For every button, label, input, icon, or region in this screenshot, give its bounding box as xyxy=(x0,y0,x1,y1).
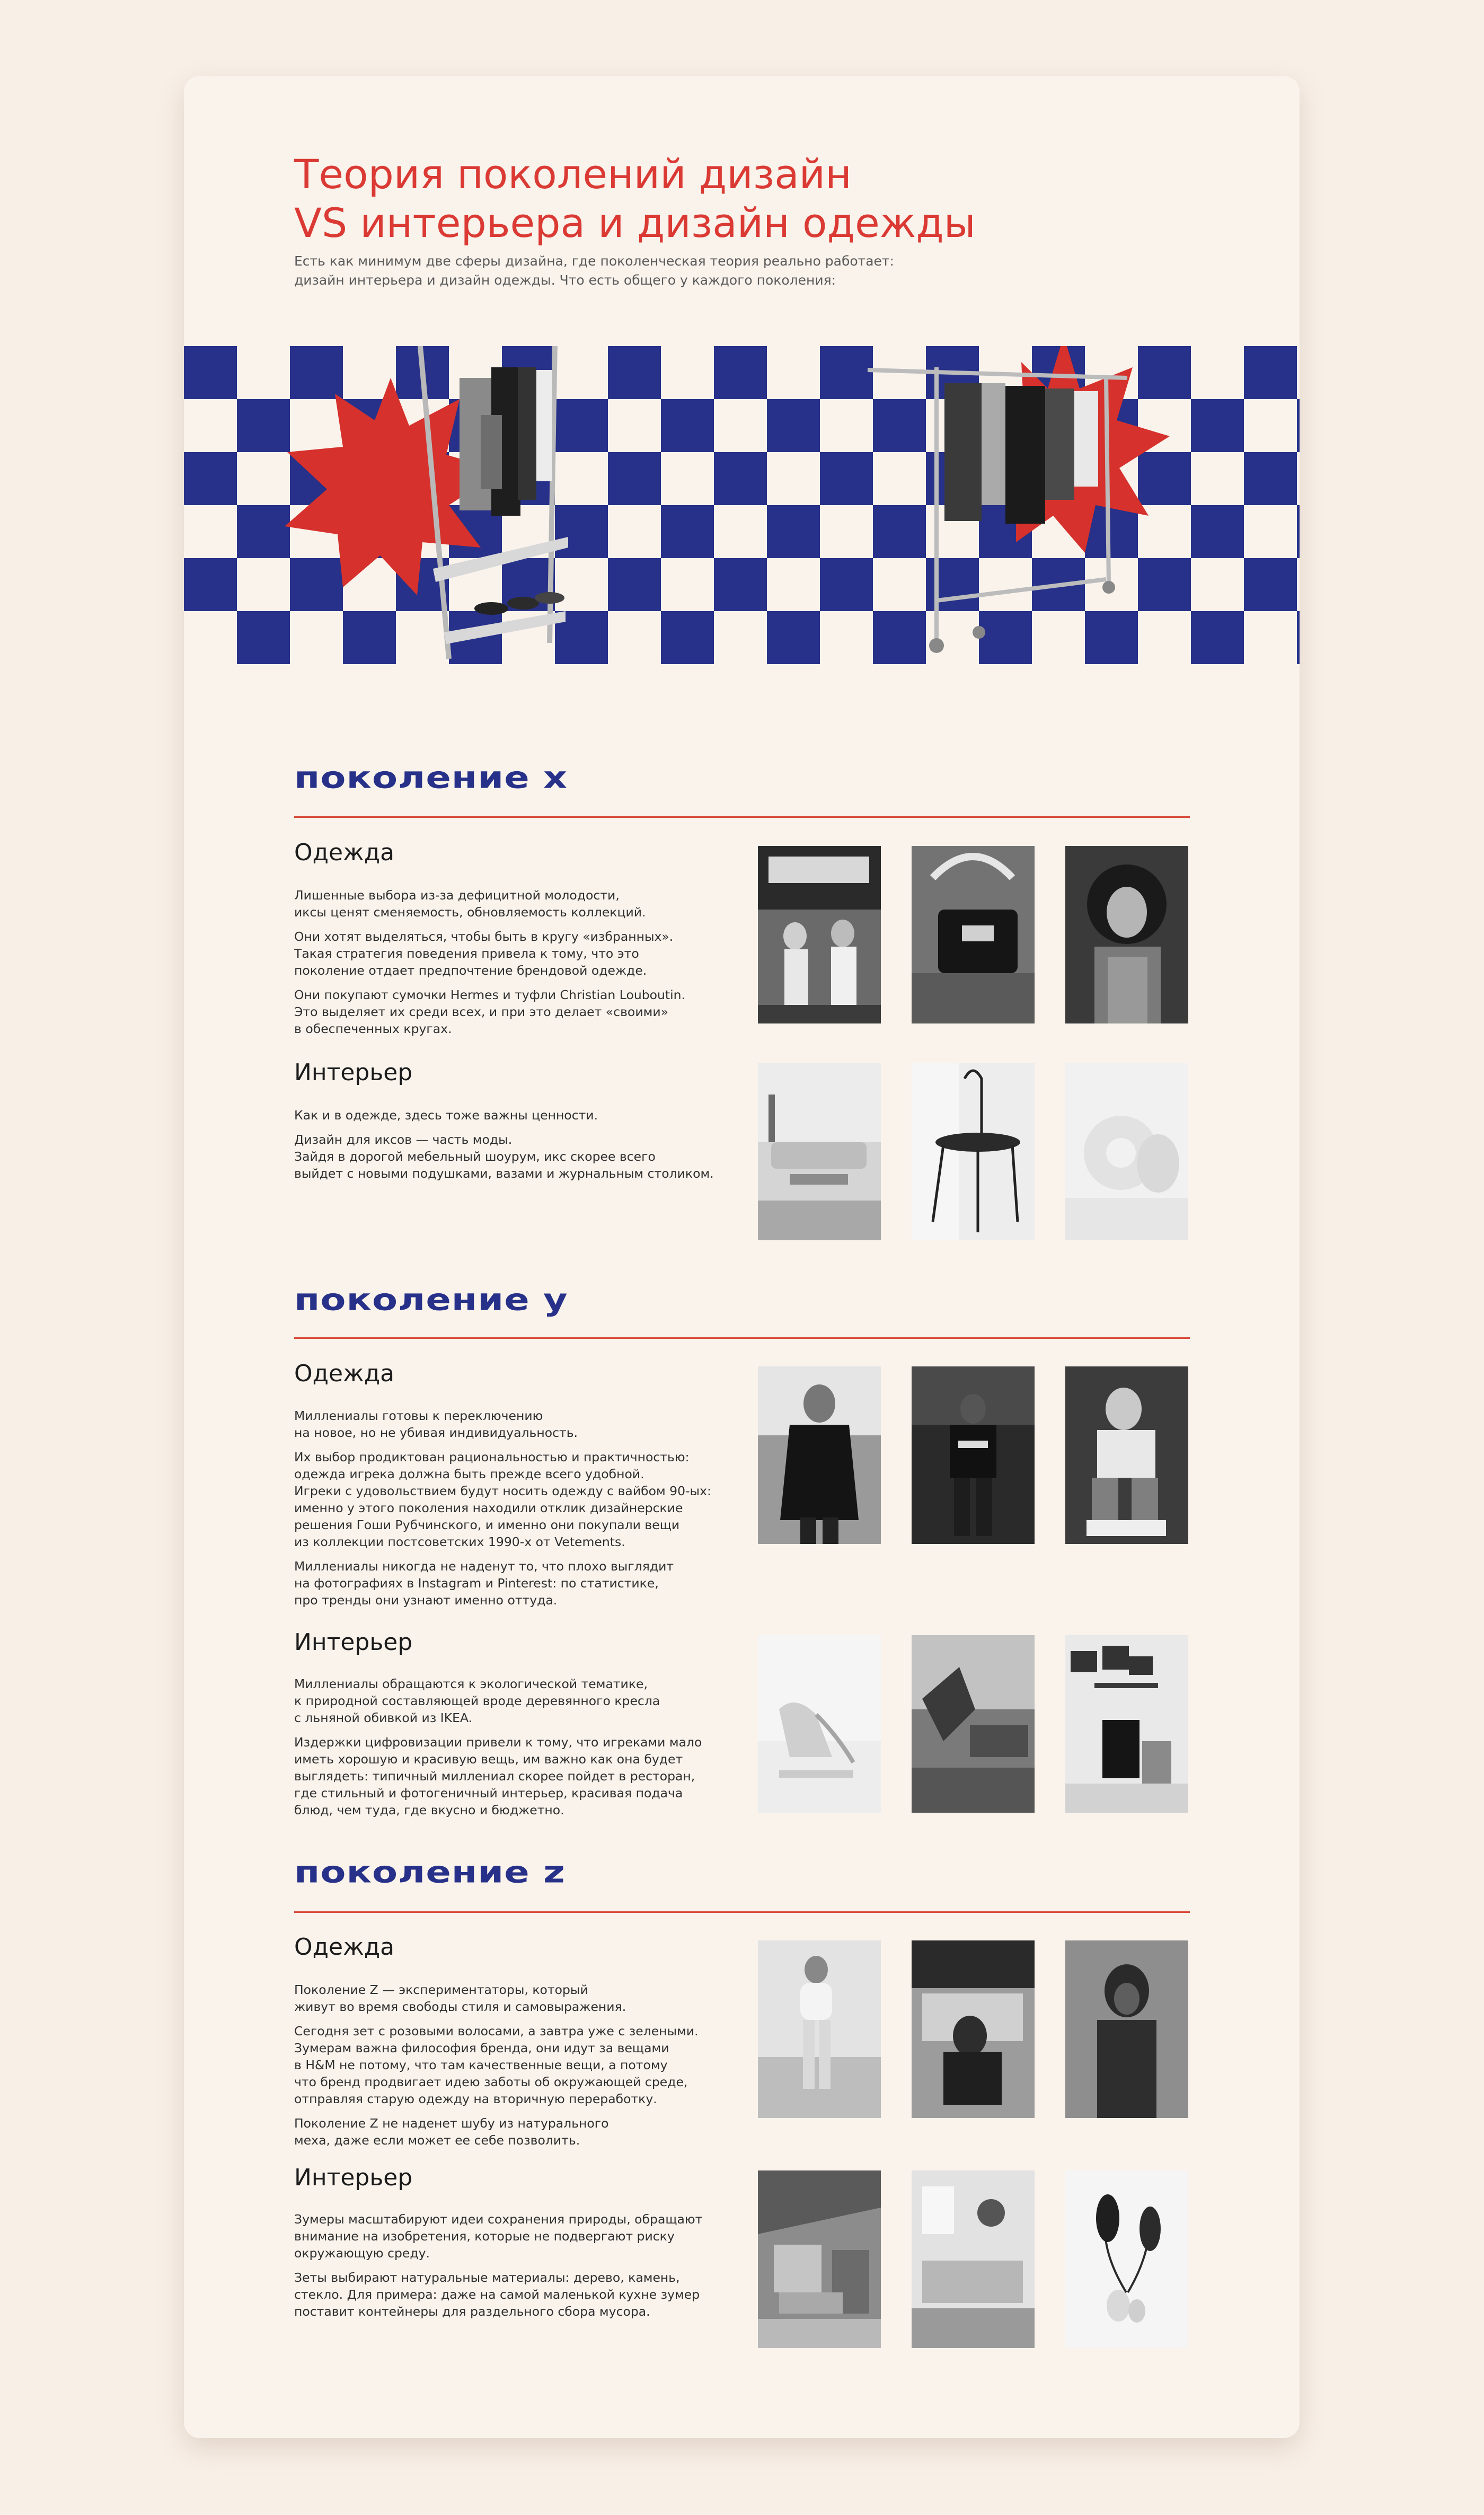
checker-square xyxy=(555,505,608,558)
checker-square xyxy=(237,611,290,664)
vases-photo-icon xyxy=(1065,1063,1188,1240)
paragraph: Поколение Z — экспериментаторы, который живут во время свободы стиля и самовыражения. xyxy=(294,1982,626,2014)
checker-square xyxy=(184,558,237,611)
checker-square xyxy=(926,558,979,611)
checker-square xyxy=(555,399,608,452)
checker-square xyxy=(608,452,661,505)
paragraph: Они хотят выделяться, чтобы быть в кругу «избранных». Такая стратегия поведения привела к тому, что это поколение отдает предпочтение брендовой одежде. xyxy=(294,929,674,978)
puffer-jacket-woman-photo-icon xyxy=(758,1940,881,2118)
checker-square xyxy=(343,611,396,664)
intro-text xyxy=(294,252,983,290)
checker-square xyxy=(1085,611,1138,664)
paragraph: Миллениалы готовы к переключению на новое, но не убивая индивидуальность. xyxy=(294,1408,578,1440)
paragraph: Их выбор продиктован рациональностью и практичностью: одежда игрека должна быть прежде всего удобной. Игреки с удовольствием будут носить одежду с вайбом 90-ых: именно у этого поколения находили отклик дизайнерские решения Гоши Рубчинского, и именно они покупали вещи из коллекции постсоветских 1990-х от Vetements. xyxy=(294,1450,711,1549)
checkerboard-banner xyxy=(184,346,1300,664)
checker-square xyxy=(873,505,926,558)
checker-square xyxy=(979,611,1032,664)
interior-text xyxy=(294,1675,761,1826)
intro-line-1: Есть как минимум две сферы дизайна, где поколенческая теория реально работает: xyxy=(294,253,894,269)
paragraph: Дизайн для иксов — часть моды. Зайдя в дорогой мебельный шоурум, икс скорее всего выйдет с новыми подушками, вазами и журнальным столиком. xyxy=(294,1132,714,1181)
checker-square xyxy=(767,399,820,452)
plant-vase-photo-icon xyxy=(1065,2170,1188,2348)
checker-square xyxy=(661,611,714,664)
checker-square xyxy=(1191,399,1244,452)
checker-square xyxy=(608,346,661,399)
checker-square xyxy=(237,399,290,452)
checker-square xyxy=(1138,346,1191,399)
interior-subheading: Интерьер xyxy=(294,1629,413,1656)
plant-room-photo-icon xyxy=(912,1635,1035,1813)
checker-square xyxy=(820,558,873,611)
paragraph: Миллениалы обращаются к экологической тематике, к природной составляющей вроде деревянного кресла с льняной обивкой из IKEA. xyxy=(294,1676,660,1725)
paragraph: Издержки цифровизации привели к тому, что игреками мало иметь хорошую и красивую вещь, им важно как она будет выглядеть: типичный миллениал скорее пойдет в ресторан, где стильный и фотогеничный интерьер, красивая подача блюд, чем туда, где вкусно и бюджетно. xyxy=(294,1735,702,1817)
checker-square xyxy=(1297,399,1300,452)
title-line-2: VS интерьера и дизайн одежды xyxy=(294,199,976,246)
clothes-text xyxy=(294,1407,761,1616)
checker-square xyxy=(767,505,820,558)
checker-square xyxy=(1138,558,1191,611)
street-women-photo-icon xyxy=(758,846,881,1023)
intro-line-2: дизайн интерьера и дизайн одежды. Что есть общего у каждого поколения: xyxy=(294,272,836,288)
checker-square xyxy=(1244,452,1297,505)
checker-square xyxy=(661,505,714,558)
checker-square xyxy=(714,558,767,611)
paragraph: Поколение Z не наденет шубу из натурального меха, даже если может ее себе позволить. xyxy=(294,2116,609,2148)
paragraph: Миллениалы никогда не наденут то, что плохо выглядит на фотографиях в Instagram и Pinterest: по статистике, про тренды они узнают именно оттуда. xyxy=(294,1559,674,1608)
checker-square xyxy=(608,558,661,611)
leather-jacket-man-photo-icon xyxy=(758,1366,881,1544)
checker-square xyxy=(290,346,343,399)
checker-square xyxy=(714,452,767,505)
checker-square xyxy=(873,399,926,452)
page-title xyxy=(294,150,1089,248)
interior-text xyxy=(294,2211,761,2327)
article-card xyxy=(184,76,1300,2438)
clothes-subheading: Одежда xyxy=(294,839,395,866)
checker-square xyxy=(1191,611,1244,664)
bright-room-photo-icon xyxy=(912,2170,1035,2348)
checker-square xyxy=(873,611,926,664)
armchair-photo-icon xyxy=(758,1635,881,1813)
checker-square xyxy=(1191,505,1244,558)
clothes-subheading: Одежда xyxy=(294,1360,395,1387)
checker-square xyxy=(1244,558,1297,611)
divider-line xyxy=(294,816,1190,818)
checker-square xyxy=(661,399,714,452)
paragraph: Лишенные выбора из-за дефицитной молодости, иксы ценят сменяемость, обновляемость коллекций. xyxy=(294,888,646,920)
clothes-subheading: Одежда xyxy=(294,1934,395,1961)
checker-square xyxy=(767,611,820,664)
clothes-text xyxy=(294,1981,761,2156)
interior-subheading: Интерьер xyxy=(294,1059,413,1086)
checker-square xyxy=(1297,505,1300,558)
checker-square xyxy=(714,346,767,399)
interior-text xyxy=(294,1107,761,1189)
checker-square xyxy=(1138,452,1191,505)
fireplace-photo-icon xyxy=(1065,1635,1188,1813)
hoodie-man-photo-icon xyxy=(912,1940,1035,2118)
handbag-photo-icon xyxy=(912,846,1035,1023)
runway-sweatshirt-photo-icon xyxy=(912,1366,1035,1544)
tattooed-woman-photo-icon xyxy=(1065,1366,1188,1544)
divider-line xyxy=(294,1911,1190,1913)
generation-z-heading: поколение z xyxy=(294,1854,566,1890)
side-table-photo-icon xyxy=(912,1063,1035,1240)
hooded-woman-photo-icon xyxy=(1065,1940,1188,2118)
divider-line xyxy=(294,1337,1190,1339)
paragraph: Зумеры масштабируют идеи сохранения природы, обращают внимание на изобретения, которые не подвергают риску окружающую среду. xyxy=(294,2212,703,2261)
paragraph: Сегодня зет с розовыми волосами, а завтра уже с зелеными. Зумерам важна философия бренда, они идут за вещами в H&M не потому, что там качественные вещи, а потому что бренд продвигает идею заботы об окружающей среде, отправляя старую одежду на вторичную переработку. xyxy=(294,2024,699,2106)
kitchen-photo-icon xyxy=(758,2170,881,2348)
interior-subheading: Интерьер xyxy=(294,2164,413,2191)
paragraph: Как и в одежде, здесь тоже важны ценности. xyxy=(294,1108,598,1123)
generation-x-heading: поколение x xyxy=(294,760,568,796)
clothes-text xyxy=(294,887,761,1045)
generation-y-heading: поколение y xyxy=(294,1282,568,1318)
checker-square xyxy=(1244,346,1297,399)
checker-square xyxy=(820,346,873,399)
checker-square xyxy=(184,452,237,505)
curly-hair-woman-photo-icon xyxy=(1065,846,1188,1023)
checker-square xyxy=(184,346,237,399)
checker-square xyxy=(290,558,343,611)
paragraph: Они покупают сумочки Hermes и туфли Christian Louboutin. Это выделяет их среди всех, и при это делает «своими» в обеспеченных кругах. xyxy=(294,987,686,1036)
checker-square xyxy=(1297,611,1300,664)
title-line-1: Теория поколений дизайн xyxy=(294,151,852,198)
living-room-photo-icon xyxy=(758,1063,881,1240)
checker-square xyxy=(237,505,290,558)
paragraph: Зеты выбирают натуральные материалы: дерево, камень, стекло. Для примера: даже на самой маленькой кухне зумер поставит контейнеры для раздельного сбора мусора. xyxy=(294,2270,700,2319)
checker-square xyxy=(820,452,873,505)
